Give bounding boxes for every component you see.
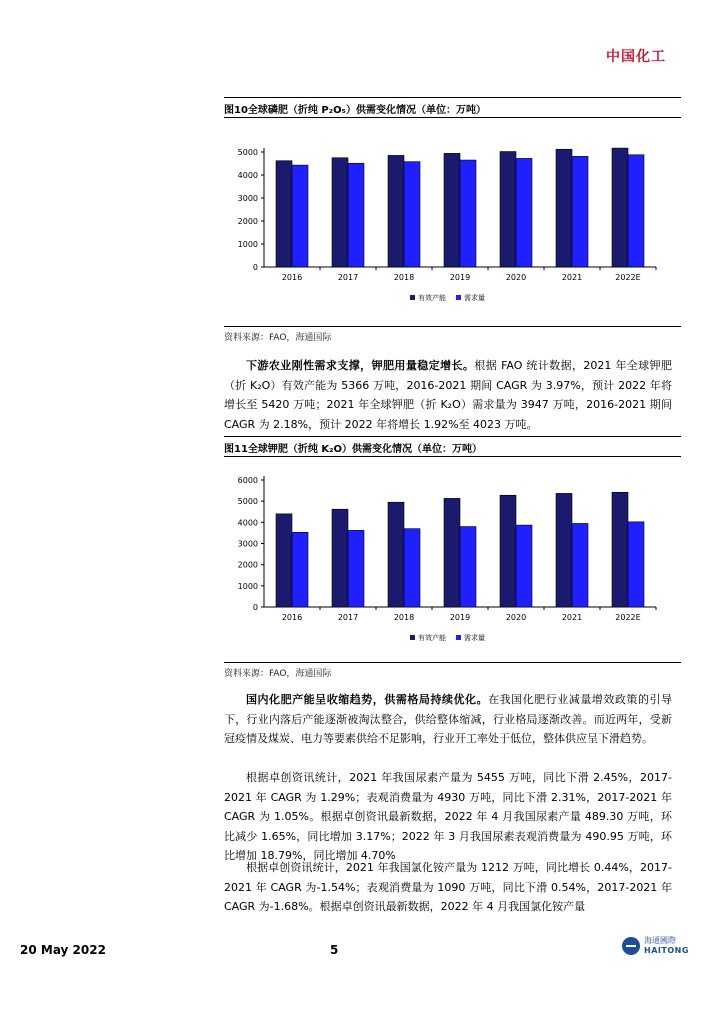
y-tick-label: 6000	[237, 476, 258, 485]
x-tick-label: 2022E	[615, 613, 641, 622]
y-tick-label: 1000	[237, 240, 258, 249]
figure10-top-rule	[224, 97, 681, 98]
y-tick-label: 0	[252, 603, 258, 612]
figure11-chart-svg	[224, 470, 682, 650]
figure11-title: 图11全球钾肥（折纯 K₂O）供需变化情况（单位：万吨）	[224, 444, 483, 455]
x-tick-label: 2018	[393, 613, 415, 622]
bar-demand	[516, 525, 532, 607]
bar-demand	[460, 160, 476, 267]
y-tick-label: 4000	[237, 171, 258, 180]
bar-demand	[516, 158, 532, 267]
figure10-chart-svg	[224, 140, 682, 310]
y-tick-label: 0	[252, 263, 258, 272]
bar-demand	[572, 156, 588, 267]
bar-demand	[292, 165, 308, 267]
legend-label: 需求量	[464, 294, 485, 302]
bar-demand	[404, 529, 420, 607]
figure10-title-rule	[224, 117, 681, 118]
paragraph-urea: 根据卓创资讯统计，2021 年我国尿素产量为 5455 万吨，同比下滑 2.45%，2017-2021 年 CAGR 为 1.29%；表观消费量为 4930 万吨，同比下滑 2.31%，2017-2021 年 CAGR 为 1.05%。根据卓创资讯最新数据，2022 年 4 月我国尿素产量 489.30 万吨，环比减少 1.65%，同比增加 3.17%；2022 年 3 月我国尿素表观消费量为 490.95 万吨，环比增加 18.79%，同比增加 4.70%	[224, 771, 672, 862]
legend-swatch	[410, 295, 415, 300]
y-tick-label: 5000	[237, 497, 258, 507]
bar-demand	[348, 163, 364, 267]
bar-capacity	[388, 155, 404, 267]
bar-demand	[628, 155, 644, 267]
haitong-logo-icon	[622, 937, 640, 955]
legend-swatch	[456, 635, 461, 640]
paragraph-potash-lead: 下游农业刚性需求支撑，钾肥用量稳定增长。	[246, 359, 475, 372]
x-tick-label: 2017	[337, 273, 359, 282]
x-tick-label: 2021	[561, 613, 583, 622]
paragraph-domestic-lead: 国内化肥产能呈收缩趋势，供需格局持续优化。	[246, 693, 489, 706]
bar-demand	[348, 530, 364, 607]
paragraph-potash-body: 根据 FAO 统计数据，2021 年全球钾肥（折 K₂O）有效产能为 5366 万吨，2016-2021 期间 CAGR 为 3.97%，预计 2022 年将增长至 5420 万吨；2021 年全球钾肥（折 K₂O）需求量为 3947 万吨，2016-2021 期间 CAGR 为 2.18%，预计 2022 年将增长 1.92%至 4023 万吨。	[224, 359, 672, 431]
x-tick-label: 2018	[393, 273, 415, 282]
x-tick-label: 2020	[505, 273, 527, 282]
legend-label: 需求量	[464, 634, 485, 642]
legend-label: 有效产能	[418, 634, 446, 642]
y-tick-label: 3000	[237, 539, 258, 549]
figure10-title: 图10全球磷肥（折纯 P₂O₅）供需变化情况（单位：万吨）	[224, 105, 486, 116]
header-brand: 中国化工	[606, 49, 666, 65]
bar-capacity	[500, 495, 516, 607]
bar-capacity	[444, 498, 460, 607]
bar-capacity	[500, 152, 516, 267]
x-tick-label: 2016	[281, 613, 303, 622]
figure11-bottom-rule	[224, 662, 681, 663]
y-tick-label: 2000	[237, 217, 258, 226]
figure10-source: 资料来源：FAO，海通国际	[224, 333, 332, 343]
y-tick-label: 2000	[237, 560, 258, 570]
haitong-logo-en: HAITONG	[644, 946, 689, 955]
y-tick-label: 3000	[237, 194, 258, 203]
x-tick-label: 2020	[505, 613, 527, 622]
x-tick-label: 2021	[561, 273, 583, 282]
x-tick-label: 2019	[449, 273, 471, 282]
bar-capacity	[444, 153, 460, 267]
paragraph-potash-demand	[224, 356, 672, 434]
bar-capacity	[332, 158, 348, 267]
figure11-top-rule	[224, 436, 681, 437]
bar-capacity	[332, 509, 348, 607]
bar-demand	[628, 522, 644, 607]
bar-capacity	[276, 161, 292, 267]
x-tick-label: 2019	[449, 613, 471, 622]
figure11-title-rule	[224, 456, 681, 457]
y-tick-label: 5000	[237, 148, 258, 157]
bar-capacity	[556, 149, 572, 267]
paragraph-ammonium-chloride: 根据卓创资讯统计，2021 年我国氯化铵产量为 1212 万吨，同比增长 0.44%，2017-2021 年 CAGR 为-1.54%；表观消费量为 1090 万吨，同比下滑 0.54%，2017-2021 年 CAGR 为-1.68%。根据卓创资讯最新数据，2022 年 4 月我国氯化铵产量	[224, 861, 672, 913]
bar-demand	[572, 523, 588, 607]
y-tick-label: 4000	[237, 518, 258, 528]
footer-page-number: 5	[330, 943, 339, 957]
paragraph-domestic-body: 在我国化肥行业减量增效政策的引导下，行业内落后产能逐渐被淘汰整合，供给整体缩减，行业格局逐渐改善。而近两年，受新冠疫情及煤炭、电力等要素供给不足影响，行业开工率处于低位，整体供应呈下滑趋势。	[224, 693, 673, 745]
bar-capacity	[276, 514, 292, 607]
x-tick-label: 2016	[281, 273, 303, 282]
bar-capacity	[612, 148, 628, 267]
bar-demand	[404, 162, 420, 267]
x-tick-label: 2022E	[615, 273, 641, 282]
footer-date: 20 May 2022	[20, 943, 106, 957]
x-tick-label: 2017	[337, 613, 359, 622]
bar-capacity	[556, 493, 572, 607]
haitong-logo	[622, 936, 689, 956]
haitong-logo-text	[644, 936, 689, 956]
legend-label: 有效产能	[418, 294, 446, 302]
legend-swatch	[456, 295, 461, 300]
bar-demand	[292, 532, 308, 607]
bar-capacity	[612, 492, 628, 607]
legend-swatch	[410, 635, 415, 640]
figure10-chart	[224, 140, 682, 310]
y-tick-label: 1000	[237, 581, 258, 591]
bar-demand	[460, 527, 476, 607]
figure11-chart	[224, 470, 682, 650]
bar-capacity	[388, 502, 404, 607]
figure10-bottom-rule	[224, 326, 681, 327]
paragraph-domestic-capacity	[224, 690, 672, 749]
figure11-source: 资料来源：FAO，海通国际	[224, 669, 332, 679]
haitong-logo-cn: 海通國際	[644, 936, 676, 945]
